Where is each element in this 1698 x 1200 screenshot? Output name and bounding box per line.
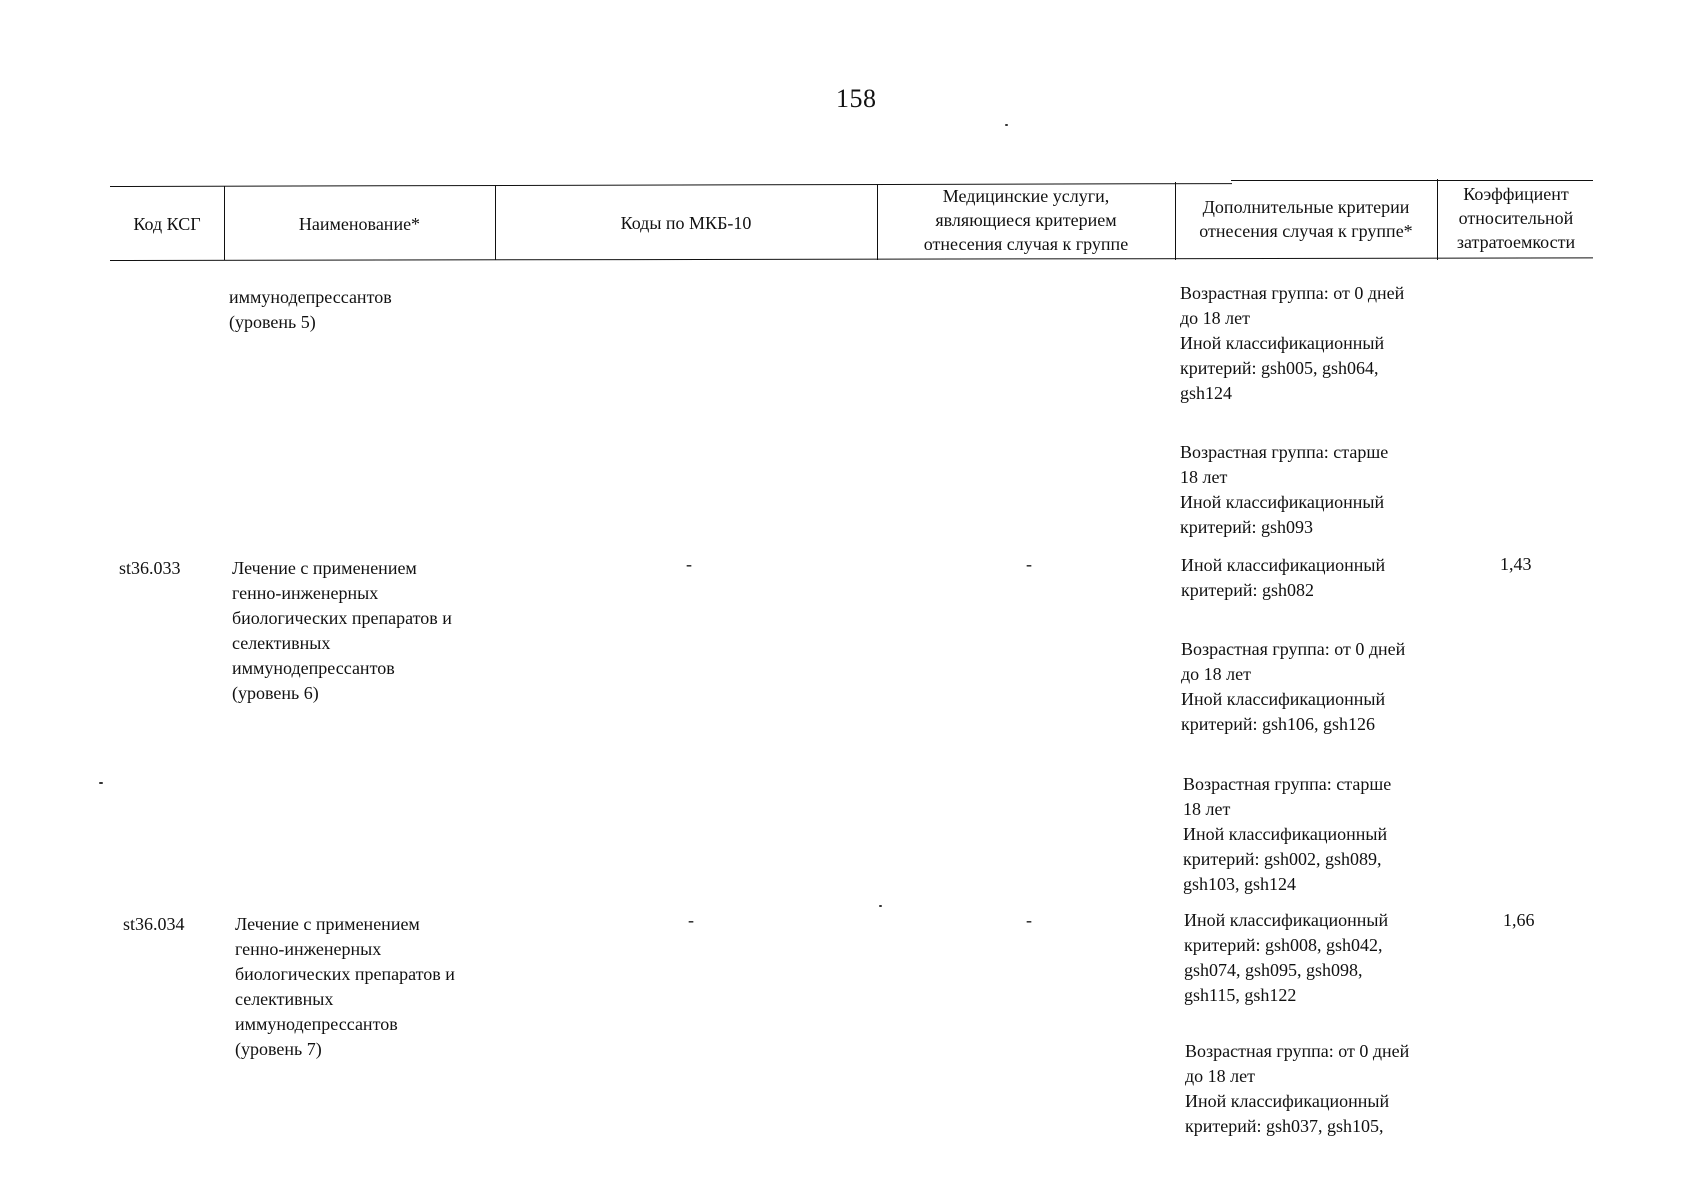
criteria-block: Возрастная группа: от 0 дней до 18 лет Иной классификационный критерий: gsh106, gsh126	[1181, 639, 1406, 734]
row-services: -	[1026, 554, 1032, 574]
header-divider	[495, 185, 496, 260]
scan-speck	[879, 905, 882, 907]
header-divider	[877, 184, 878, 260]
row-code: st36.033	[119, 558, 181, 578]
row-services: -	[1026, 910, 1032, 930]
criteria-block: Возрастная группа: от 0 дней до 18 лет Иной классификационный критерий: gsh037, gsh105,	[1185, 1041, 1410, 1136]
header-divider	[224, 186, 225, 260]
page-number: 158	[836, 84, 877, 113]
header-divider	[1437, 179, 1438, 260]
scan-speck	[1005, 124, 1008, 126]
header-icd10: Коды по МКБ-10	[620, 213, 752, 233]
header-code: Код КСГ	[133, 214, 201, 234]
row-coefficient: 1,43	[1500, 554, 1532, 574]
header-services: Медицинские услуги, являющиеся критерием отнесения случая к группе	[923, 186, 1129, 254]
header-divider	[1175, 182, 1176, 260]
row-name: Лечение с применением генно-инженерных биологических препаратов и селективных иммунодепрессантов (уровень 7)	[235, 914, 455, 1059]
criteria-block: Возрастная группа: от 0 дней до 18 лет Иной классификационный критерий: gsh005, gsh064, gsh124	[1180, 283, 1405, 403]
criteria-block: Возрастная группа: старше 18 лет Иной классификационный критерий: gsh093	[1180, 442, 1389, 537]
row-icd10: -	[688, 910, 694, 930]
row-name: Лечение с применением генно-инженерных биологических препаратов и селективных иммунодепрессантов (уровень 6)	[232, 558, 452, 703]
scan-speck	[99, 782, 103, 784]
row-code: st36.034	[123, 914, 185, 934]
row-icd10: -	[686, 554, 692, 574]
header-coefficient: Коэффициент относительной затратоемкости	[1456, 184, 1576, 252]
header-name: Наименование*	[298, 214, 421, 234]
row-name: иммунодепрессантов (уровень 5)	[229, 287, 392, 332]
criteria-block: Иной классификационный критерий: gsh082	[1181, 555, 1386, 600]
criteria-block: Иной классификационный критерий: gsh008, gsh042, gsh074, gsh095, gsh098, gsh115, gsh122	[1184, 910, 1389, 1005]
header-bottom-rule	[110, 257, 1593, 261]
criteria-block: Возрастная группа: старше 18 лет Иной классификационный критерий: gsh002, gsh089, gsh103, gsh124	[1183, 774, 1392, 894]
row-coefficient: 1,66	[1503, 910, 1535, 930]
header-criteria: Дополнительные критерии отнесения случая к группе*	[1199, 197, 1413, 241]
header-top-rule-right	[1231, 180, 1593, 181]
